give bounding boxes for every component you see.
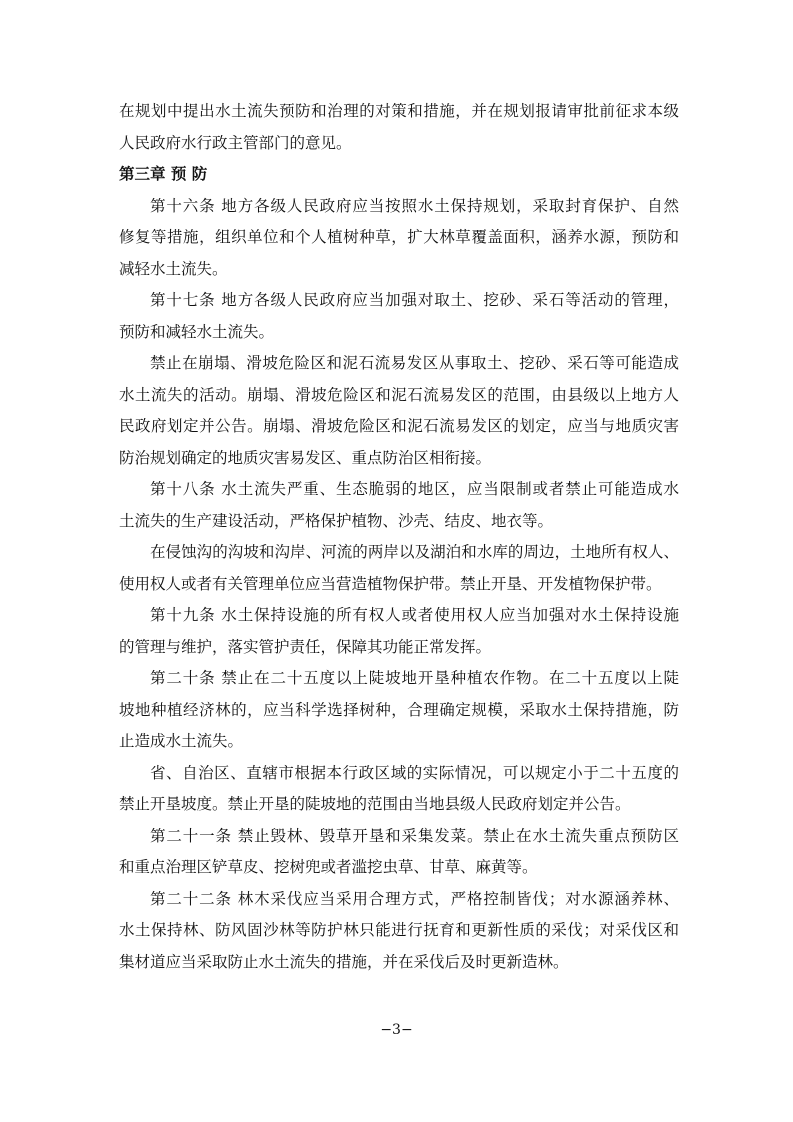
- paragraph-line: 坡地种植经济林的，应当科学选择树种，合理确定规模，采取水土保持措施，防: [119, 700, 679, 719]
- paragraph-line: 使用权人或者有关管理单位应当营造植物保护带。禁止开垦、开发植物保护带。: [119, 574, 662, 593]
- paragraph-line: 人民政府水行政主管部门的意见。: [119, 133, 352, 152]
- paragraph: [119, 474, 679, 537]
- paragraph-line: 第十九条 水土保持设施的所有权人或者使用权人应当加强对水土保持设施: [150, 606, 679, 624]
- paragraph-line: 禁止在崩塌、滑坡危险区和泥石流易发区从事取土、挖砂、采石等可能造成: [150, 354, 679, 372]
- page-number: −3−: [380, 1022, 413, 1038]
- paragraph: [119, 537, 679, 600]
- paragraph: [119, 600, 679, 663]
- paragraph-line: 在规划中提出水土流失预防和治理的对策和措施，并在规划报请审批前征求本级: [119, 102, 679, 120]
- paragraph: [119, 96, 679, 159]
- paragraph: [119, 884, 679, 979]
- paragraph: [119, 758, 679, 821]
- paragraph-line: 止造成水土流失。: [119, 732, 244, 750]
- paragraph-line: 在侵蚀沟的沟坡和沟岸、河流的两岸以及湖泊和水库的周边，土地所有权人、: [150, 543, 679, 561]
- paragraph-line: 禁止开垦坡度。禁止开垦的陡坡地的范围由当地县级人民政府划定并公告。: [119, 795, 631, 813]
- paragraph-line: 水土保持林、防风固沙林等防护林只能进行抚育和更新性质的采伐；对采伐区和: [119, 921, 679, 939]
- paragraph: [119, 663, 679, 758]
- paragraph: [119, 191, 679, 286]
- paragraph-line: 第十六条 地方各级人民政府应当按照水土保持规划，采取封育保护、自然: [150, 196, 679, 215]
- paragraph: [119, 821, 679, 884]
- paragraph: [119, 348, 679, 474]
- paragraph-line: 第二十一条 禁止毁林、毁草开垦和采集发菜。禁止在水土流失重点预防区: [150, 826, 679, 845]
- paragraph-line: 和重点治理区铲草皮、挖树兜或者滥挖虫草、甘草、麻黄等。: [119, 858, 538, 876]
- paragraph-line: 水土流失的活动。崩塌、滑坡危险区和泥石流易发区的范围，由县级以上地方人: [119, 385, 679, 404]
- paragraph: [119, 285, 679, 348]
- paragraph-line: 减轻水土流失。: [119, 259, 228, 278]
- paragraph-line: 预防和减轻水土流失。: [119, 322, 275, 341]
- paragraph-line: 土流失的生产建设活动，严格保护植物、沙壳、结皮、地衣等。: [119, 511, 554, 530]
- chapter-heading: 第三章 预 防: [119, 165, 208, 183]
- paragraph-line: 民政府划定并公告。崩塌、滑坡危险区和泥石流易发区的划定，应当与地质灾害: [119, 417, 679, 435]
- paragraph-line: 的管理与维护，落实管护责任，保障其功能正常发挥。: [119, 637, 492, 656]
- paragraph-line: 省、自治区、直辖市根据本行政区域的实际情况，可以规定小于二十五度的: [150, 763, 679, 782]
- paragraph-line: 修复等措施，组织单位和个人植树种草，扩大林草覆盖面积，涵养水源，预防和: [119, 228, 679, 246]
- paragraph-line: 防治规划确定的地质灾害易发区、重点防治区相衔接。: [119, 448, 492, 467]
- document-body: [119, 96, 679, 978]
- paragraph-line: 第二十二条 林木采伐应当采用合理方式，严格控制皆伐；对水源涵养林、: [150, 889, 679, 908]
- paragraph-line: 第二十条 禁止在二十五度以上陡坡地开垦种植农作物。在二十五度以上陡: [150, 669, 679, 687]
- paragraph-line: 第十八条 水土流失严重、生态脆弱的地区，应当限制或者禁止可能造成水: [150, 480, 679, 498]
- paragraph-line: 集材道应当采取防止水土流失的措施，并在采伐后及时更新造林。: [119, 952, 569, 971]
- paragraph-line: 第十七条 地方各级人民政府应当加强对取土、挖砂、采石等活动的管理，: [150, 291, 679, 309]
